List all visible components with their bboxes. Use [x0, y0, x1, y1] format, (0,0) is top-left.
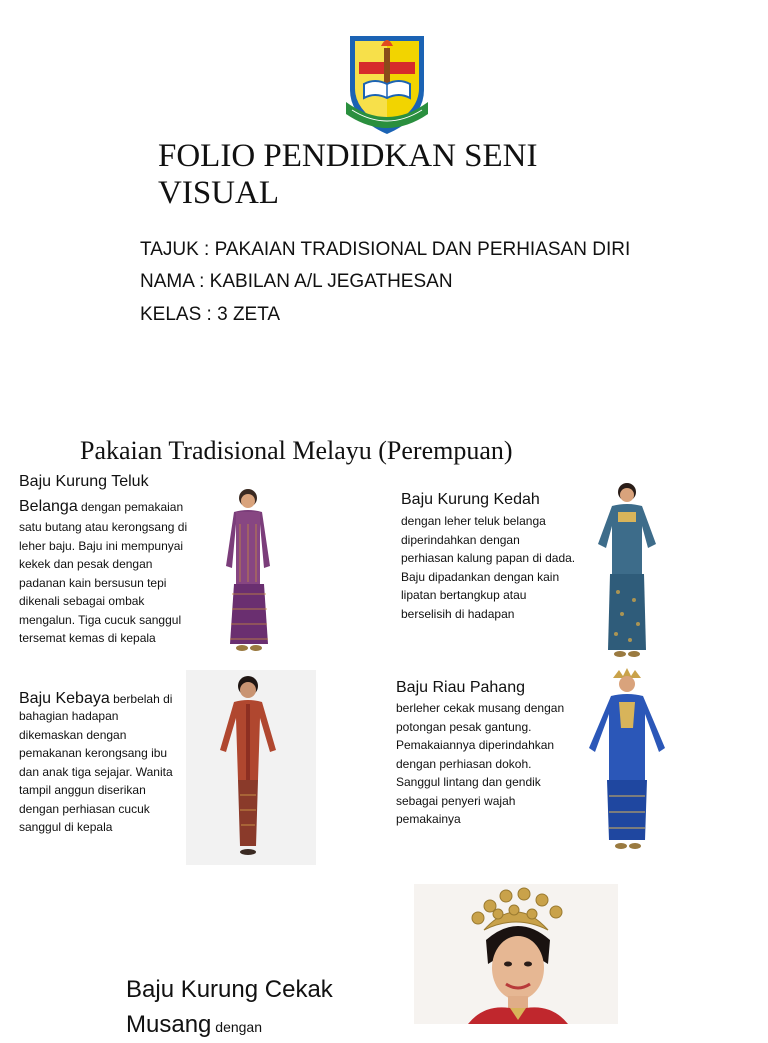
item-title-line2-wrap: [19, 496, 209, 518]
desc-line: sebagai penyeri wajah: [396, 793, 516, 808]
figure-baju-kebaya: [186, 670, 316, 865]
item-desc-inline: dengan: [211, 1019, 262, 1035]
desc-line: padanan kain bersusun tepi: [19, 575, 167, 590]
desc-line: berleher cekak musang dengan: [396, 701, 565, 715]
desc-line: dikemaskan dengan: [19, 727, 127, 742]
item-title: Baju Kurung Kedah: [401, 491, 540, 508]
item-desc: [19, 707, 189, 837]
item-baju-kebaya: [19, 688, 189, 837]
figure-baju-kurung-cekak-musang: [414, 884, 618, 1024]
folio-title-line1: FOLIO PENDIDKAN SENI: [158, 138, 538, 174]
desc-line: dengan perhiasan dokoh.: [396, 756, 532, 771]
desc-line: pemakanan kerongsang ibu: [19, 746, 168, 760]
item-desc-inline: berbelah di: [109, 692, 173, 706]
desc-line: dengan leher teluk belanga: [401, 514, 546, 528]
desc-line: tersemat kemas di kepala: [19, 631, 156, 645]
desc-line: lipatan bertangkup atau: [401, 588, 527, 602]
nama-line: NAMA : KABILAN A/L JEGATHESAN: [140, 271, 453, 292]
desc-line: satu butang atau kerongsang di: [19, 520, 188, 534]
item-title-line2: Belanga: [19, 498, 78, 515]
item-baju-kurung-teluk-belanga: [19, 471, 209, 648]
desc-line: dikenali sebagai ombak: [19, 594, 145, 608]
desc-line: pemakainya: [396, 812, 461, 826]
item-desc: [396, 699, 596, 829]
section-title: Pakaian Tradisional Melayu (Perempuan): [80, 436, 513, 465]
kelas-line: KELAS : 3 ZETA: [140, 304, 281, 325]
desc-line: berselisih di hadapan: [401, 606, 515, 621]
desc-line: mengalun. Tiga cucuk sanggul: [19, 612, 182, 627]
desc-line: bahagian hadapan: [19, 709, 119, 723]
figure-baju-kurung-kedah: [594, 482, 664, 664]
desc-line: Pemakaiannya diperindahkan: [396, 738, 555, 752]
desc-line: dengan perhiasan cucuk: [19, 801, 150, 816]
item-title-line2: Musang: [126, 1011, 212, 1038]
desc-line: perhiasan kalung papan di dada.: [401, 551, 576, 565]
desc-line: tampil anggun diserikan: [19, 783, 146, 797]
item-title: Baju Kebaya: [19, 690, 110, 707]
item-baju-kurung-cekak-musang: [126, 974, 406, 1043]
desc-line: Baju dipadankan dengan kain: [401, 569, 560, 584]
figure-baju-riau-pahang: [585, 668, 669, 858]
desc-line: kekek dan pesak dengan: [19, 557, 153, 571]
desc-line: potongan pesak gantung.: [396, 719, 532, 734]
desc-line: diperindahkan dengan: [401, 532, 520, 547]
item-baju-riau-pahang: [396, 677, 596, 829]
item-title-line1: Baju Kurung Teluk: [19, 473, 149, 490]
desc-line: Sanggul lintang dan gendik: [396, 775, 541, 789]
item-baju-kurung-kedah: [401, 489, 601, 623]
desc-line: leher baju. Baju ini mempunyai: [19, 538, 184, 553]
school-crest-logo: [342, 32, 432, 140]
item-title-line2-wrap: [126, 1009, 406, 1043]
desc-line: sanggul di kepala: [19, 820, 113, 834]
tajuk-line: TAJUK : PAKAIAN TRADISIONAL DAN PERHIASAN DIRI: [140, 239, 631, 260]
item-desc: [19, 518, 209, 648]
item-desc: [401, 512, 601, 623]
desc-line: dan anak tiga sejajar. Wanita: [19, 764, 173, 779]
item-desc-inline: dengan pemakaian: [77, 500, 184, 514]
item-title-line1: Baju Kurung Cekak: [126, 976, 333, 1003]
item-title: Baju Riau Pahang: [396, 679, 525, 696]
figure-baju-kurung-teluk-belanga: [214, 484, 286, 656]
folio-title-line2: VISUAL: [158, 175, 279, 211]
